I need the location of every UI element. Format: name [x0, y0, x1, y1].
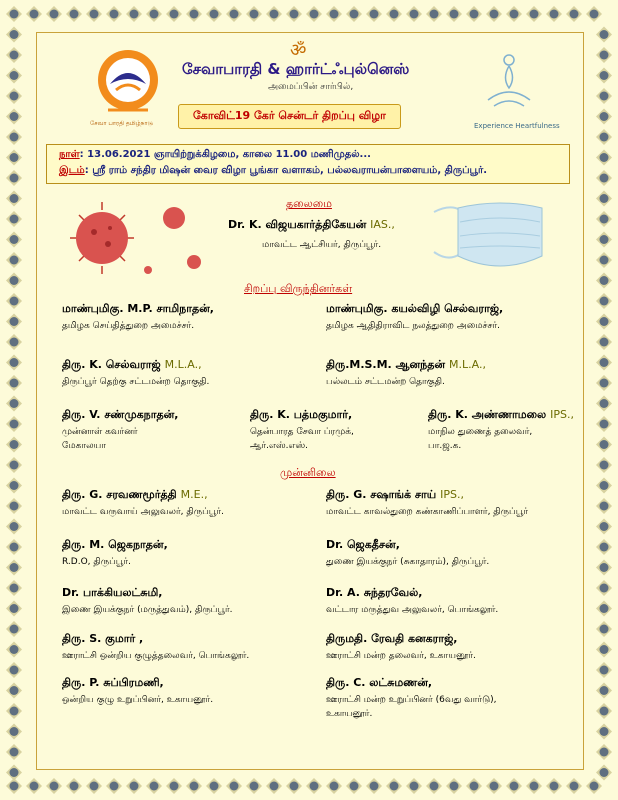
person-name: திரு. K. செல்வராஜ் — [62, 358, 161, 371]
person-name: திரு. G. சஷாங்க் சாய் — [326, 488, 437, 501]
border-dot-icon — [6, 150, 22, 166]
border-dot-icon — [596, 375, 612, 391]
date-line — [59, 149, 371, 161]
person-entry — [62, 632, 249, 665]
border-dot-icon — [6, 724, 22, 740]
presidency-name: Dr. K. விஜயகார்த்திகேயன் — [228, 218, 367, 231]
person-role: ஊராட்சி ஒன்றிய குழுத்தலைவர், பொங்கலூர். — [62, 651, 250, 661]
person-suffix: M.L.A., — [164, 358, 202, 371]
border-dot-icon — [6, 191, 22, 207]
person-entry — [326, 632, 476, 665]
border-dot-icon — [596, 355, 612, 371]
person-name-line — [326, 488, 528, 503]
presidency-suffix: IAS., — [370, 218, 395, 231]
border-dot-icon — [596, 478, 612, 494]
person-role: தென்பாரத சேவா ப்ரமுக், — [250, 427, 354, 437]
person-role: மாவட்ட வருவாய் அலுவலர், திருப்பூர். — [62, 507, 224, 517]
person-entry — [62, 676, 213, 709]
border-dot-icon — [6, 703, 22, 719]
person-name-line — [62, 488, 224, 503]
border-dot-icon — [6, 778, 22, 794]
border-dot-icon — [596, 580, 612, 596]
border-dot-icon — [86, 778, 102, 794]
border-dot-icon — [586, 6, 602, 22]
person-role-line2: உகாயனூர். — [326, 709, 373, 719]
person-entry — [62, 358, 209, 391]
event-title-box: கோவிட்19 கேர் சென்டர் திறப்பு விழா — [178, 104, 401, 129]
border-dot-icon — [26, 778, 42, 794]
border-dot-icon — [306, 6, 322, 22]
border-dot-icon — [596, 68, 612, 84]
border-dot-icon — [596, 170, 612, 186]
person-suffix: IPS., — [440, 488, 465, 501]
presence-heading: முன்னிலை — [280, 466, 336, 479]
person-role: மாநில துணைத் தலைவர், — [428, 427, 533, 437]
person-entry — [62, 488, 224, 521]
person-name: திரு. M. ஜெகநாதன், — [62, 538, 168, 551]
person-role: மாவட்ட காவல்துறை கண்காணிப்பாளர், திருப்பூர் — [326, 507, 529, 517]
border-dot-icon — [346, 778, 362, 794]
border-dot-icon — [596, 744, 612, 760]
person-entry — [428, 408, 574, 452]
border-dot-icon — [596, 252, 612, 268]
person-name: மாண்புமிகு. M.P. சாமிநாதன், — [62, 302, 214, 315]
border-dot-icon — [596, 539, 612, 555]
person-role: முன்னாள் கவர்னர் — [62, 427, 138, 437]
presidency-role: மாவட்ட ஆட்சியர், திருப்பூர். — [262, 240, 382, 250]
date-label: நாள் — [59, 149, 80, 160]
person-name: திருமதி. ரேவதி கனகராஜ், — [326, 632, 458, 645]
border-dot-icon — [6, 68, 22, 84]
org-subtitle: அமைப்பின் சார்பில், — [268, 82, 354, 92]
border-dot-icon — [6, 293, 22, 309]
person-name-line — [326, 632, 476, 647]
person-name: திரு. V. சண்முகநாதன், — [62, 408, 179, 421]
date-venue-box — [46, 144, 570, 184]
border-dot-icon — [6, 47, 22, 63]
border-dot-icon — [596, 211, 612, 227]
border-dot-icon — [486, 778, 502, 794]
border-dot-icon — [596, 560, 612, 576]
person-name-line — [62, 358, 209, 373]
person-name: திரு.M.S.M. ஆனந்தன் — [326, 358, 446, 371]
border-dot-icon — [596, 601, 612, 617]
border-dot-icon — [596, 273, 612, 289]
border-dot-icon — [226, 778, 242, 794]
border-dot-icon — [596, 314, 612, 330]
person-name: திரு. C. லட்சுமணன், — [326, 676, 433, 689]
border-dot-icon — [486, 6, 502, 22]
border-dot-icon — [6, 314, 22, 330]
border-dot-icon — [406, 6, 422, 22]
border-dot-icon — [596, 47, 612, 63]
person-name: திரு. K. பத்மகுமார், — [250, 408, 353, 421]
person-name-line — [250, 408, 356, 423]
border-dot-icon — [6, 437, 22, 453]
venue-text: : ஸ்ரீ ராம் சந்திர மிஷன் வைர விழா பூங்கா வளாகம், பல்லவராயன்பாளையம், திருப்பூர். — [84, 165, 488, 176]
presidency-heading: தலைமை — [286, 197, 332, 210]
border-dot-icon — [166, 778, 182, 794]
border-dot-icon — [6, 232, 22, 248]
border-dot-icon — [146, 6, 162, 22]
face-mask-illustration — [430, 196, 550, 276]
border-dot-icon — [46, 6, 62, 22]
person-name-line — [326, 358, 486, 373]
border-dot-icon — [6, 88, 22, 104]
date-text: : 13.06.2021 ஞாயிற்றுக்கிழமை, காலை 11.00 மணிமுதல்... — [79, 149, 371, 160]
person-role: வட்டார மருத்துவ அலுவலர், பொங்கலூர். — [326, 605, 499, 615]
border-dot-icon — [596, 232, 612, 248]
presidency-name-line — [228, 218, 395, 233]
person-name-line — [326, 302, 507, 317]
person-role: தமிழக ஆதிதிராவிட நலத்துறை அமைச்சர். — [326, 321, 501, 331]
border-dot-icon — [306, 778, 322, 794]
border-dot-icon — [566, 6, 582, 22]
sevabharathi-logo — [88, 44, 168, 124]
person-name: Dr. A. சுந்தரவேல், — [326, 586, 423, 599]
border-dot-icon — [346, 6, 362, 22]
person-role: துணை இயக்குநர் (சுகாதாரம்), திருப்பூர். — [326, 557, 490, 567]
border-dot-icon — [596, 765, 612, 781]
border-dot-icon — [6, 580, 22, 596]
person-entry — [326, 488, 528, 521]
border-dot-icon — [596, 683, 612, 699]
border-dot-icon — [596, 621, 612, 637]
border-dot-icon — [6, 765, 22, 781]
person-role: இணை இயக்குநர் (மருத்துவம்), திருப்பூர். — [62, 605, 233, 615]
person-name-line — [62, 538, 172, 553]
person-name: திரு. K. அண்ணாமலை — [428, 408, 547, 421]
border-dot-icon — [366, 778, 382, 794]
border-dot-icon — [596, 457, 612, 473]
border-dot-icon — [596, 519, 612, 535]
person-role: ஊராட்சி மன்ற உறுப்பினர் (6வது வார்டு), — [326, 695, 497, 705]
border-dot-icon — [566, 778, 582, 794]
person-name: Dr. ஜெகதீசன், — [326, 538, 400, 551]
person-role: பல்லடம் சட்டமன்ற தொகுதி. — [326, 377, 445, 387]
border-dot-icon — [86, 6, 102, 22]
person-suffix: M.E., — [180, 488, 208, 501]
border-dot-icon — [6, 642, 22, 658]
heartfulness-logo — [474, 48, 544, 118]
person-role: R.D.O, திருப்பூர். — [62, 557, 131, 567]
border-dot-icon — [366, 6, 382, 22]
person-name-line — [326, 676, 497, 691]
border-dot-icon — [6, 273, 22, 289]
person-role: ஒன்றிய குழு உறுப்பினர், உகாயனூர். — [62, 695, 214, 705]
border-dot-icon — [246, 6, 262, 22]
border-dot-icon — [6, 355, 22, 371]
border-dot-icon — [6, 519, 22, 535]
border-dot-icon — [596, 150, 612, 166]
border-dot-icon — [66, 778, 82, 794]
border-dot-icon — [596, 416, 612, 432]
venue-label: இடம் — [59, 165, 85, 176]
border-dot-icon — [266, 6, 282, 22]
border-dot-icon — [596, 27, 612, 43]
border-dot-icon — [226, 6, 242, 22]
person-entry — [326, 586, 498, 619]
border-dot-icon — [6, 457, 22, 473]
special-guests-heading: சிறப்பு விருந்தினர்கள் — [244, 282, 353, 295]
border-dot-icon — [426, 6, 442, 22]
person-entry — [326, 358, 486, 391]
person-name: திரு. S. குமார் , — [62, 632, 144, 645]
border-dot-icon — [596, 334, 612, 350]
border-dot-icon — [6, 252, 22, 268]
border-dot-icon — [6, 539, 22, 555]
border-dot-icon — [6, 170, 22, 186]
border-dot-icon — [126, 6, 142, 22]
border-dot-icon — [596, 396, 612, 412]
person-name-line — [62, 586, 233, 601]
border-dot-icon — [466, 6, 482, 22]
person-role-line2: ஆர்.எஸ்.எஸ். — [250, 441, 309, 451]
border-dot-icon — [596, 662, 612, 678]
border-dot-icon — [596, 88, 612, 104]
person-role-line2: மேகாலயா — [62, 441, 106, 451]
border-dot-icon — [6, 109, 22, 125]
border-dot-icon — [546, 6, 562, 22]
border-dot-icon — [286, 6, 302, 22]
border-dot-icon — [6, 621, 22, 637]
org-title: சேவாபாரதி & ஹார்ட்ஃபுல்னெஸ் — [182, 60, 410, 78]
border-dot-icon — [6, 498, 22, 514]
right-logo-caption: Experience Heartfulness — [474, 122, 560, 130]
border-dot-icon — [6, 560, 22, 576]
border-dot-icon — [166, 6, 182, 22]
border-dot-icon — [6, 744, 22, 760]
border-dot-icon — [506, 6, 522, 22]
border-dot-icon — [446, 778, 462, 794]
border-dot-icon — [146, 778, 162, 794]
border-dot-icon — [286, 778, 302, 794]
border-dot-icon — [596, 703, 612, 719]
border-dot-icon — [6, 683, 22, 699]
border-dot-icon — [206, 6, 222, 22]
person-name-line — [326, 538, 489, 553]
virus-illustration — [62, 196, 212, 284]
border-dot-icon — [6, 27, 22, 43]
border-dot-icon — [386, 6, 402, 22]
border-dot-icon — [326, 6, 342, 22]
border-dot-icon — [546, 778, 562, 794]
person-entry — [62, 408, 182, 452]
venue-line — [59, 165, 487, 177]
person-entry — [250, 408, 356, 452]
border-dot-icon — [326, 778, 342, 794]
person-entry — [62, 586, 233, 619]
border-dot-icon — [6, 478, 22, 494]
border-dot-icon — [6, 375, 22, 391]
person-entry — [62, 302, 218, 335]
person-entry — [326, 538, 489, 571]
om-icon: ॐ — [290, 40, 307, 61]
person-name: Dr. பாக்கியலட்சுமி, — [62, 586, 163, 599]
border-dot-icon — [6, 129, 22, 145]
border-dot-icon — [596, 437, 612, 453]
person-role: தமிழக செய்தித்துறை அமைச்சர். — [62, 321, 195, 331]
person-role: திருப்பூர் தெற்கு சட்டமன்ற தொகுதி. — [62, 377, 210, 387]
border-dot-icon — [6, 6, 22, 22]
border-dot-icon — [426, 778, 442, 794]
left-logo-caption: சேவா பாரதி தமிழ்நாடு — [90, 120, 153, 127]
border-dot-icon — [446, 6, 462, 22]
person-name: மாண்புமிகு. கயல்விழி செல்வராஜ், — [326, 302, 504, 315]
person-role: ஊராட்சி மன்ற தலைவர், உகாயனூர். — [326, 651, 476, 661]
border-dot-icon — [596, 498, 612, 514]
border-dot-icon — [206, 778, 222, 794]
border-dot-icon — [186, 6, 202, 22]
border-dot-icon — [6, 396, 22, 412]
person-entry — [326, 676, 497, 720]
person-name-line — [62, 302, 218, 317]
border-dot-icon — [586, 778, 602, 794]
border-dot-icon — [6, 211, 22, 227]
person-entry — [326, 302, 507, 335]
border-dot-icon — [6, 601, 22, 617]
border-dot-icon — [596, 191, 612, 207]
border-dot-icon — [596, 642, 612, 658]
border-dot-icon — [526, 778, 542, 794]
border-dot-icon — [596, 129, 612, 145]
border-dot-icon — [596, 293, 612, 309]
person-name-line — [62, 632, 249, 647]
border-dot-icon — [6, 416, 22, 432]
border-dot-icon — [246, 778, 262, 794]
border-dot-icon — [506, 778, 522, 794]
border-dot-icon — [106, 6, 122, 22]
person-name-line — [326, 586, 498, 601]
person-role-line2: பா.ஜ.க. — [428, 441, 462, 451]
border-dot-icon — [126, 778, 142, 794]
border-dot-icon — [6, 334, 22, 350]
person-entry — [62, 538, 172, 571]
border-dot-icon — [26, 6, 42, 22]
border-dot-icon — [386, 778, 402, 794]
person-suffix: IPS., — [550, 408, 574, 421]
border-dot-icon — [66, 6, 82, 22]
border-dot-icon — [186, 778, 202, 794]
border-dot-icon — [596, 109, 612, 125]
person-suffix: M.L.A., — [449, 358, 486, 371]
person-name-line — [62, 408, 182, 423]
border-dot-icon — [596, 724, 612, 740]
border-dot-icon — [46, 778, 62, 794]
border-dot-icon — [526, 6, 542, 22]
person-name-line — [428, 408, 574, 423]
border-dot-icon — [6, 662, 22, 678]
person-name: திரு. G. சரவணமூர்த்தி — [62, 488, 177, 501]
border-dot-icon — [106, 778, 122, 794]
border-dot-icon — [466, 778, 482, 794]
border-dot-icon — [406, 778, 422, 794]
person-name-line — [62, 676, 213, 691]
person-name: திரு. P. சுப்பிரமணி, — [62, 676, 164, 689]
border-dot-icon — [266, 778, 282, 794]
